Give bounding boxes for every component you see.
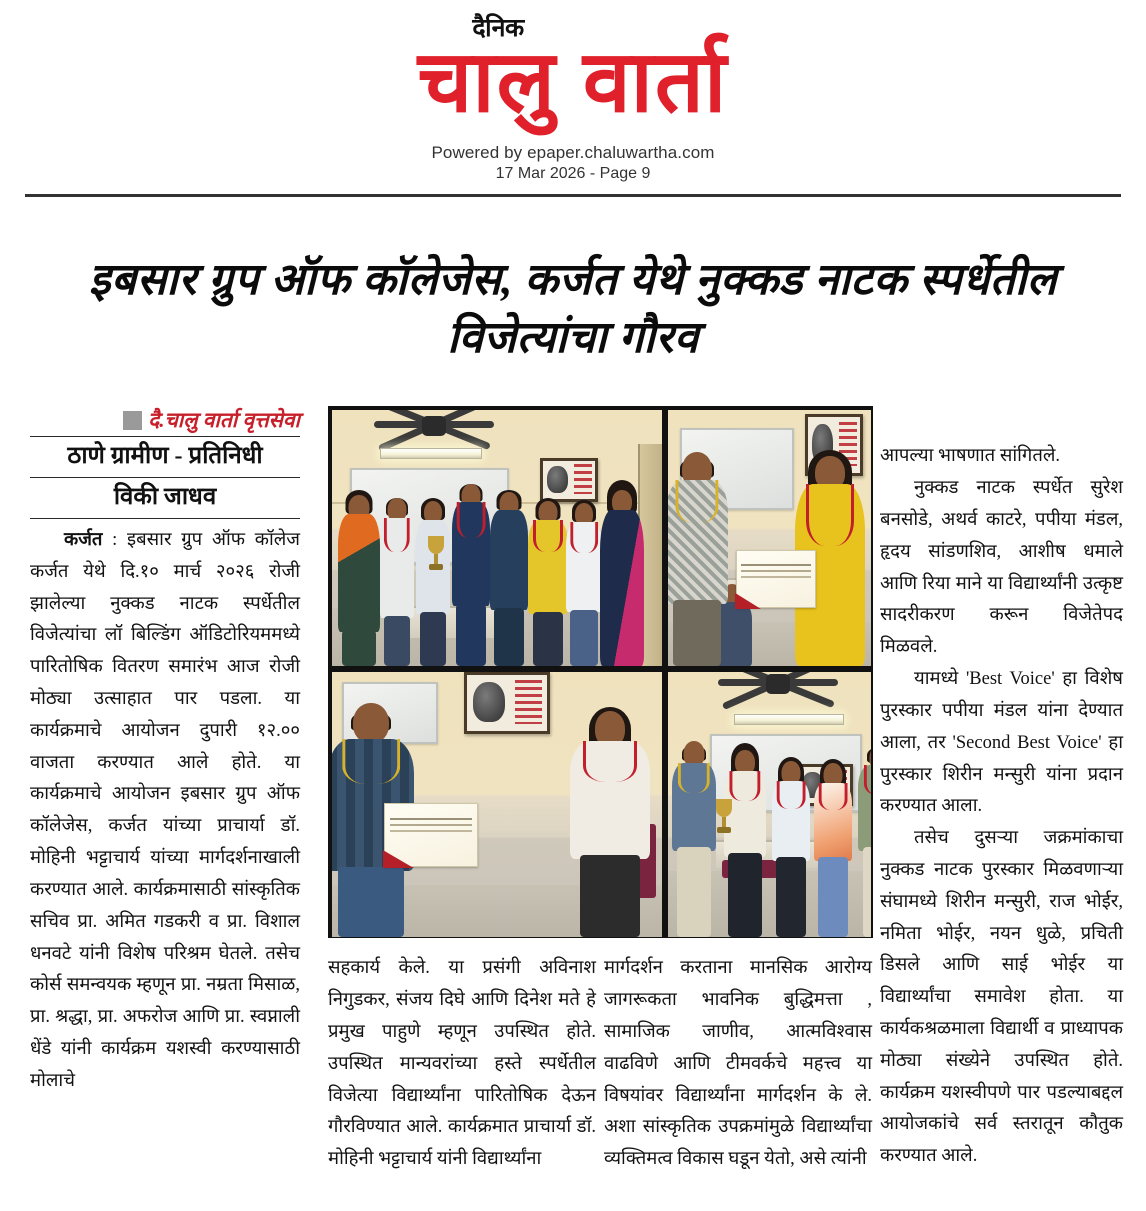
ceiling-fan-icon: [718, 674, 838, 690]
masthead-title: चालु वार्ता: [417, 34, 729, 130]
masthead-powered-by: Powered by epaper.chaluwartha.com: [431, 143, 715, 163]
byline-place: ठाणे ग्रामीण - प्रतिनिधी: [67, 442, 263, 469]
article-column-1: [30, 408, 300, 1097]
byline-reporter: विकी जाधव: [113, 483, 217, 510]
article-body: [0, 396, 1146, 1211]
photo-collage: [328, 406, 873, 938]
column-1-text: इबसार ग्रुप ऑफ कॉलेज कर्जत येथे दि.१० मार्च २०२६ रोजी झालेल्या नुक्कड नाटक स्पर्धेतील विजेत्यांचा लॉ बिल्डिंग ऑडिटोरियममध्ये पारितोषिक वितरण समारंभ आज रोजी मोठ्या उत्साहात पार पडला. या कार्यक्रमाचे आयोजन दुपारी १२.०० वाजता करण्यात आले होते. या कार्यक्रमाचे आयोजन इबसार ग्रुप ऑफ कॉलेजेस, कर्जत यांच्या प्राचार्या डॉ. मोहिनी भट्टाचार्य यांच्या मार्गदर्शनाखाली करण्यात आले. कार्यक्रमासाठी सांस्कृतिक सचिव प्रा. अमित गडकरी व प्रा. विशाल धनवटे यांनी विशेष परिश्रम घेतले. तसेच कोर्स समन्वयक म्हणून प्रा. नम्रता मिसाळ, प्रा. श्रद्धा, प्रा. अफरोज आणि प्रा. स्वप्नाली धेंडे यांनी कार्यक्रम यशस्वी करण्यासाठी मोलाचे: [30, 529, 300, 1091]
certificate-icon: [736, 550, 816, 608]
trophy-icon: [428, 536, 444, 570]
photo-team-trophy: [668, 672, 871, 937]
column-3-paragraph-1: मार्गदर्शन करताना मानसिक आरोग्य जागरूकता भावनिक बुद्धिमत्ता , सामाजिक जाणीव, आत्मविश्वास वाढविणे आणि टीमवर्कचे महत्त्व या विषयांवर विद्यार्थ्यांना मार्गदर्शन के ले. अशा सांस्कृतिक उपक्रमांमुळे विद्यार्थ्यांचा व्यक्तिमत्व विकास घडून येतो, असे त्यांनी: [604, 958, 872, 1170]
column-4-paragraph-1: आपल्या भाषणात सांगितले.: [880, 446, 1061, 467]
bullet-square-icon: [123, 411, 142, 430]
ceiling-fan-icon: [374, 416, 494, 432]
article-column-4: [880, 441, 1123, 1173]
column-1-paragraph-1: [30, 525, 300, 1098]
column-4-paragraph-4: तसेच दुसऱ्या जक्रमांकाचा नुक्कड नाटक पुरस्कार मिळवणाऱ्या संघामध्ये शिरीन मन्सुरी, राज भोईर, नमिता भोईर, नयन धुळे, प्रचिती डिसले आणि साई भोईर या विद्यार्थ्यांचा समावेश होता. या कार्यकश्रळमाला विद्यार्थी व प्राध्यापक मोठ्या संख्येने उपस्थित होते. कार्यक्रम यशस्वीपणे पार पडल्याबद्दल आयोजकांचे सर्व स्तरातून कौतुक करण्यात आले.: [880, 828, 1123, 1167]
column-2-paragraph-1: सहकार्य केले. या प्रसंगी अविनाश निगुडकर, संजय दिघे आणि दिनेश मते हे प्रमुख पाहुणे म्हणून उपस्थित होते. उपस्थित मान्यवरांच्या हस्ते स्पर्धेतील विजेत्या विद्यार्थ्यांना पारितोषिक देऊन गौरविण्यात आले. कार्यक्रमात प्राचार्या डॉ. मोहिनी भट्टाचार्य यांनी विद्यार्थ्यांना: [328, 958, 596, 1170]
column-4-paragraph-3: यामध्ये 'Best Voice' हा विशेष पुरस्कार पपीया मंडल यांना देण्यात आला, तर 'Second Best Voice' हा पुरस्कार शिरीन मन्सुरी यांना प्रदान करण्यात आला.: [880, 669, 1123, 817]
dateline-city: कर्जत: [64, 529, 103, 550]
byline-block: [30, 408, 300, 519]
article-column-3: [604, 953, 872, 1176]
byline-divider-3: [30, 518, 300, 519]
column-4-paragraph-2: नुक्कड नाटक स्पर्धेत सुरेश बनसोडे, अथर्व काटरे, पपीया मंडल, हृदय सांडणशिव, आशीष धमाले आणि रिया माने या विद्यार्थ्यांनी उत्कृष्ट सादरीकरण करून विजेतेपद मिळवले.: [880, 478, 1123, 658]
photo-certificate-yellow-kurta: [668, 410, 871, 666]
certificate-icon: [384, 803, 478, 867]
photo-certificate-white-shirt: [332, 672, 662, 937]
wall-portrait-frame: [464, 672, 550, 734]
byline-source: [30, 408, 300, 435]
article-column-2: [328, 953, 596, 1176]
masthead-kicker: दैनिक: [472, 14, 524, 42]
photo-group-trophy-handover: [332, 410, 662, 666]
trophy-icon: [716, 799, 732, 833]
masthead: [0, 0, 1146, 183]
dateline-separator: :: [102, 529, 128, 550]
masthead-divider: [25, 194, 1121, 197]
masthead-date-page: 17 Mar 2026 - Page 9: [495, 165, 651, 183]
article-headline: इबसार ग्रुप ऑफ कॉलेजेस, कर्जत येथे नुक्कड नाटक स्पर्धेतील विजेत्यांचा गौरव: [88, 254, 1058, 362]
byline-source-label: दै.चालु वार्ता वृत्तसेवा: [148, 408, 300, 433]
